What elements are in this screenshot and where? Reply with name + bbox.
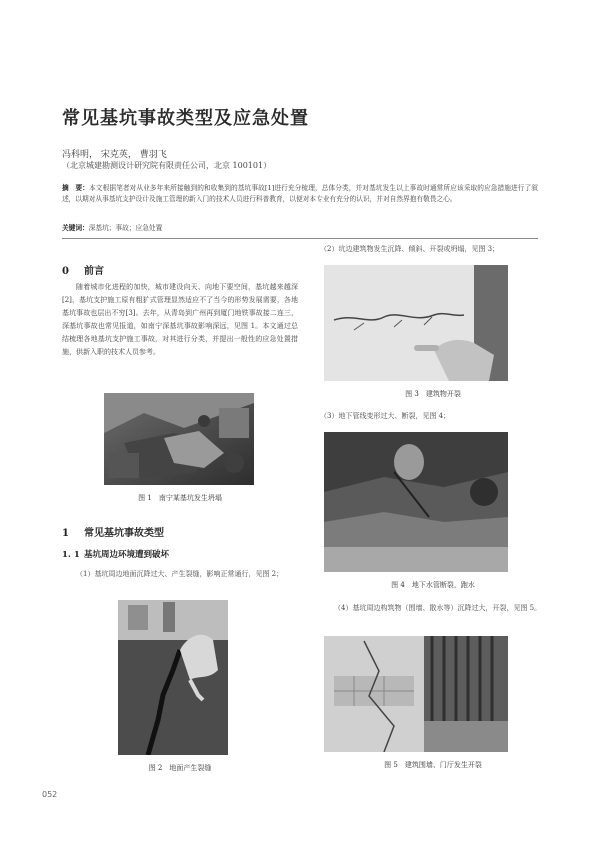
section-1-heading (62, 524, 164, 539)
keywords-label: 关键词： (62, 224, 89, 232)
figure-3-caption: 图 3 建筑物开裂 (405, 390, 461, 398)
figure-5-photo (324, 636, 508, 752)
item-4-text: （4）基坑周边构筑物（围墙、散水等）沉降过大，开裂，见图 5。 (334, 604, 542, 612)
page-number: 052 (42, 790, 58, 799)
section-0-heading (62, 262, 104, 277)
figure-2-caption: 图 2 地面产生裂缝 (148, 764, 212, 772)
section-1-1-title: 基坑周边环境遭到破坏 (84, 550, 170, 560)
abstract-text: 本文根据笔者对从业多年来所接触到的和收集到的基坑事故[1]进行充分梳理，总体分类，并对基坑发生以上事故时通常所应该采取的应急措施进行了叙述，以期对从事基坑支护设计及施工管理的新入门的技术人员进行科普教育，以便对本专业有充分的认识，并对自然界抱有敬畏之心。 (62, 184, 538, 203)
figure-4-caption: 图 4 地下水管断裂，跑水 (391, 581, 475, 589)
affiliation: （北京城建勘测设计研究院有限责任公司，北京 100101） (62, 161, 272, 170)
intro-paragraph: 随着城市化进程的加快，城市建设向天、向地下要空间，基坑越来越深[2]，基坑支护施工原有粗犷式管理显然适应不了当今的形势发展需要，各地基坑事故也层出不穷[3]。去年，从青岛到广州再到厦门地铁事故接二连三，深基坑事故也常见报道，如南宁深基坑事故影响深远，见图 1。本文通过总结梳理各地基坑支护施工事故，对其进行分类，并提出一般性的应急处置措施，供新入职的技术人员参考。 (62, 283, 298, 356)
header-divider (62, 238, 538, 239)
section-1-title: 常见基坑事故类型 (84, 528, 164, 539)
keywords-text: 深基坑；事故；应急处置 (88, 224, 163, 232)
figure-3-photo (324, 265, 508, 381)
authors: 冯科明， 宋克英， 曹羽飞 (62, 150, 167, 160)
section-1-1-number: 1. 1 (62, 550, 80, 560)
item-3-text: （3）地下管线变形过大、断裂，见图 4； (320, 412, 451, 420)
figure-5-caption: 图 5 建筑围墙、门厅发生开裂 (384, 761, 482, 769)
figure-1-caption: 图 1 南宁某基坑发生坍塌 (138, 494, 222, 502)
section-1-1-heading (62, 548, 169, 560)
section-1-number: 1 (62, 528, 69, 539)
section-0-number: 0 (62, 266, 69, 277)
figure-2-photo (118, 600, 228, 755)
keywords (62, 222, 162, 232)
abstract (62, 183, 538, 205)
item-2-text: （2）坑边建筑物发生沉降、倾斜、开裂或坍塌，见图 3； (320, 245, 500, 253)
section-0-title: 前言 (84, 266, 104, 277)
item-1-text: （1）基坑周边地面沉降过大、产生裂缝，影响正常通行，见图 2； (76, 570, 284, 578)
figure-4-photo (324, 432, 508, 572)
figure-1-photo (104, 393, 254, 485)
paper-title: 常见基坑事故类型及应急处置 (62, 108, 309, 129)
abstract-label: 摘 要： (62, 184, 90, 192)
